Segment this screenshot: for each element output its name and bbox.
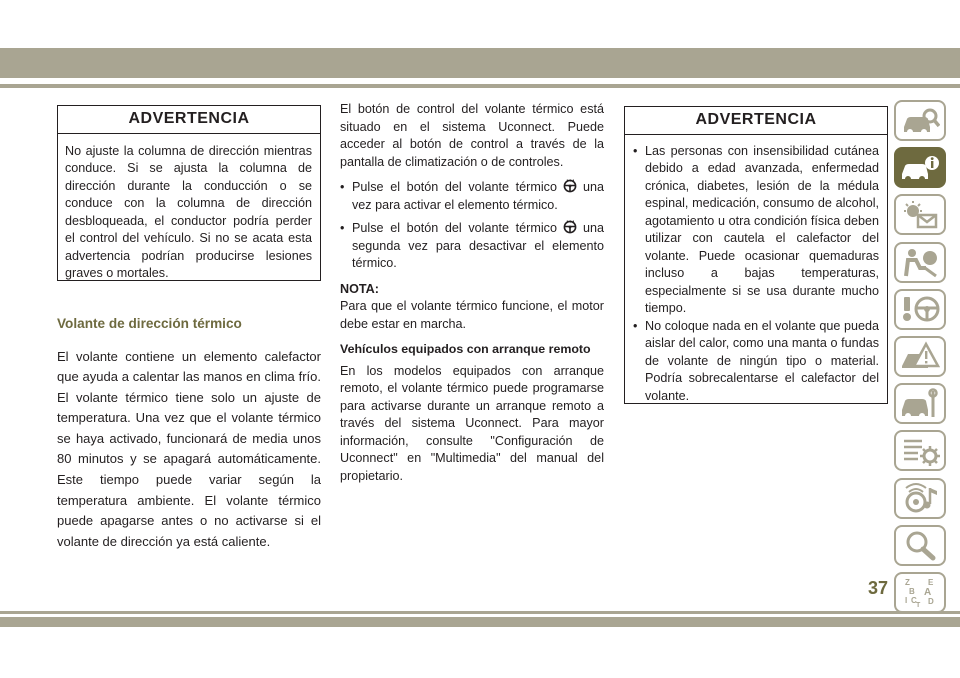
warning-box-heated-wheel (624, 106, 888, 404)
bullet-deactivate (340, 220, 604, 273)
multimedia-icon (900, 482, 940, 514)
airbag-person-icon (900, 246, 940, 278)
bullet-activate (340, 179, 604, 214)
car-tools-icon (900, 388, 940, 420)
warning-box-steering-column (57, 105, 321, 281)
remote-start-subheading: Vehículos equipados con arranque remoto (340, 342, 591, 356)
header-band (0, 48, 960, 78)
car-info-icon (900, 152, 940, 184)
specs-gear-icon (900, 435, 940, 467)
warning-title: ADVERTENCIA (625, 107, 887, 135)
control-intro: El botón de control del volante térmico está situado en el sistema Uconnect. Puede acceder al botón de control a través de la pantalla de climatización o de controles. (340, 102, 604, 169)
chapter-tabs (894, 100, 946, 619)
tab-specifications[interactable] (894, 430, 946, 471)
index-letters-icon (900, 576, 940, 608)
note-text: Para que el volante térmico funcione, el motor debe estar en marcha. (340, 299, 604, 331)
index-letter: A (924, 587, 932, 599)
bullet-deactivate-post: una segunda vez para desactivar el elemento térmico. (352, 221, 604, 270)
index-letter: B (909, 587, 915, 597)
warning-bullet-insulation: • No coloque nada en el volante que pueda aislar del calor, como una manta o fundas de volante de ningún tipo o material. Podría sobrecalentarse el calefactor del volante. (633, 318, 879, 406)
bullet-deactivate-pre: Pulse el botón del volante térmico (352, 221, 557, 235)
header-rule (0, 84, 960, 88)
index-letter: C (911, 596, 917, 606)
tab-maintenance[interactable] (894, 383, 946, 424)
warning-title: ADVERTENCIA (58, 106, 320, 134)
page-number: 37 (868, 578, 889, 598)
bullet-activate-post: una vez para activar el elemento térmico. (352, 180, 604, 212)
index-letter: Z (905, 578, 910, 588)
tab-car-info[interactable] (894, 147, 946, 188)
index-letter: D (928, 597, 934, 607)
heated-wheel-icon (563, 179, 577, 193)
tab-customer-assistance[interactable] (894, 525, 946, 566)
tab-car-search[interactable] (894, 100, 946, 141)
index-letter: T (916, 602, 921, 609)
tab-safety[interactable] (894, 242, 946, 283)
tab-multimedia[interactable] (894, 478, 946, 519)
tab-index[interactable] (894, 572, 946, 613)
footer-rule (0, 611, 960, 614)
warning-lights-icon (900, 199, 940, 231)
index-letter: E (928, 578, 934, 588)
heated-wheel-description: El volante contiene un elemento calefactor que ayuda a calentar las manos en clima frío. El volante térmico tiene solo un ajuste de temperatura. Una vez que el volante térmico se haya activado, funcionará de media unos 80 minutos y se apagará automáticamente. Este tiempo puede variar según la temperatura ambiente. El volante térmico puede apagarse antes o no activarse si el volante de dirección ya está caliente. (57, 348, 321, 549)
middle-column (340, 101, 604, 485)
note-label: NOTA: (340, 281, 379, 296)
heated-wheel-icon (563, 220, 577, 234)
section-heading: Volante de dirección térmico (57, 316, 242, 331)
right-column (624, 106, 888, 404)
road-warning-icon (900, 340, 940, 372)
tab-starting-operating[interactable] (894, 289, 946, 330)
index-letter: I (905, 596, 908, 606)
warning-bullet-insensitivity: • Las personas con insensibilidad cutánea debido a edad avanzada, enfermedad crónica, diabetes, lesión de la médula espinal, medicación, consumo de alcohol, agotamiento u otra condición física deben utilizar con cautela el calefactor del volante. Puede ocasionar quemaduras incluso a bajas temperaturas, especialmente si se usa durante mucho tiempo. (633, 143, 879, 318)
warning-text: No ajuste la columna de dirección mientras conduce. Si se ajusta la columna de dirección durante la conducción o se conduce con la columna de dirección desbloqueada, el conductor podría perder el control del vehículo. Si no se acata esta advertencia podrían producirse lesiones graves o mortales. (65, 143, 312, 280)
footer-band (0, 617, 960, 627)
left-column (57, 105, 321, 552)
car-search-icon (900, 105, 940, 137)
steering-wheel-icon (900, 293, 940, 325)
bullet-activate-pre: Pulse el botón del volante térmico (352, 180, 557, 194)
warning-body (625, 135, 887, 414)
tab-emergency[interactable] (894, 336, 946, 377)
remote-start-text: En los modelos equipados con arranque remoto, el volante térmico puede programarse para activarse durante un arranque remoto a través del sistema Uconnect. Para mayor información, consulte "Configuración de Uconnect" en "Multimedia" del manual del propietario. (340, 363, 604, 483)
tab-warning-lights[interactable] (894, 194, 946, 235)
search-icon (900, 529, 940, 561)
